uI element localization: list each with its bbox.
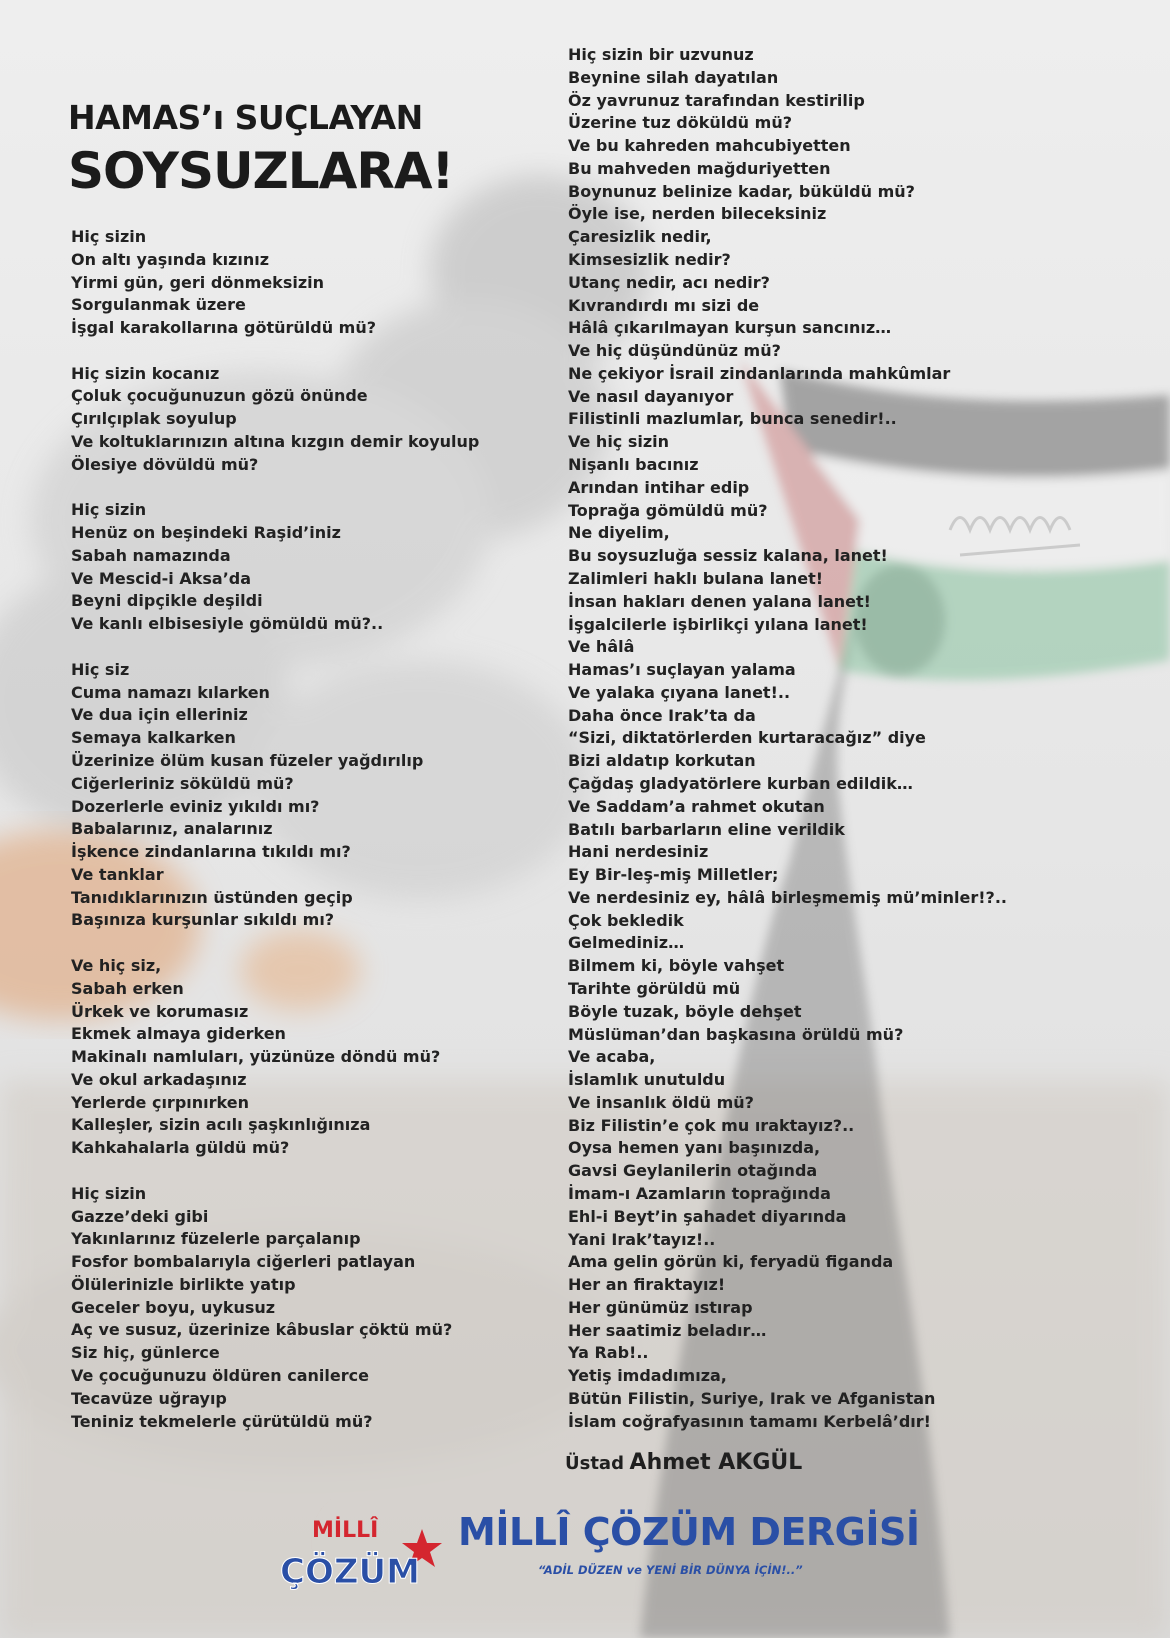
poem-line: Yirmi gün, geri dönmeksizin — [71, 272, 325, 292]
poem-line: Yani Irak’tayız!.. — [568, 1229, 716, 1249]
poem-line: İslamlık unutuldu — [568, 1070, 726, 1090]
poem-line: Başınıza kurşunlar sıkıldı mı? — [71, 910, 335, 930]
poem-line: Ve nerdesiniz ey, hâlâ birleşmemiş mü’minler!?.. — [568, 887, 1007, 907]
milli-cozum-logo — [270, 1485, 450, 1595]
poem-line: Makinalı namluları, yüzünüze döndü mü? — [71, 1047, 441, 1067]
poem-line: İnsan hakları denen yalana lanet! — [568, 591, 871, 611]
poem-line: Sabah erken — [71, 978, 184, 998]
poem-line: Fosfor bombalarıyla ciğerleri patlayan — [71, 1252, 416, 1272]
poem-line: Öyle ise, nerden bileceksiniz — [568, 204, 827, 224]
poem-line: Ve insanlık öldü mü? — [568, 1092, 754, 1112]
poem-line: Hiç sizin — [71, 500, 147, 520]
poem-line: Ve koltuklarınızın altına kızgın demir koyulup — [71, 432, 480, 452]
poem-line: Ey Bir-leş-miş Milletler; — [568, 865, 779, 885]
poem-line: Kıvrandırdı mı sizi de — [568, 295, 760, 315]
poem-line: İşgalcilerle işbirlikçi yılana lanet! — [568, 614, 868, 634]
poem-line: Henüz on beşindeki Raşid’iniz — [71, 523, 341, 543]
poem-line: Çağdaş gladyatörlere kurban edildik… — [568, 773, 913, 793]
poem-line: Hiç sizin — [71, 1183, 147, 1203]
poem-line: Hâlâ çıkarılmayan kurşun sancınız… — [568, 318, 892, 338]
poem-line: Kahkahalarla güldü mü? — [71, 1138, 290, 1158]
poem-line: Arından intihar edip — [568, 477, 750, 497]
page-title-line-1: HAMAS’ı SUÇLAYAN — [68, 98, 423, 137]
poem-line: Bu mahveden mağduriyetten — [568, 158, 831, 178]
poem-line: Ölülerinizle birlikte yatıp — [71, 1274, 296, 1294]
poem-line: Ürkek ve korumasız — [71, 1001, 249, 1021]
poem-line: “Sizi, diktatörlerden kurtaracağız” diye — [568, 728, 926, 748]
poem-line: Nişanlı bacınız — [568, 455, 699, 475]
poem-line: Hiç sizin — [71, 227, 147, 246]
poem-line: Hani nerdesiniz — [568, 842, 709, 862]
magazine-name: MİLLÎ ÇÖZÜM DERGİSİ — [458, 1510, 920, 1554]
poem-line: Dozerlerle eviniz yıkıldı mı? — [71, 796, 320, 816]
poem-line: Ekmek almaya giderken — [71, 1024, 286, 1044]
poem-line: Sabah namazında — [71, 545, 231, 565]
poem-line: Bilmem ki, böyle vahşet — [568, 956, 785, 976]
poem-line: İşgal karakollarına götürüldü mü? — [71, 318, 377, 338]
poem-line: Yakınlarınız füzelerle parçalanıp — [71, 1229, 361, 1249]
poem-line: Beyni dipçikle deşildi — [71, 591, 263, 611]
poem-line: Tanıdıklarınızın üstünden geçip — [71, 887, 353, 907]
poem-line: Müslüman’dan başkasına örüldü mü? — [568, 1024, 904, 1044]
poem-line: Daha önce Irak’ta da — [568, 705, 756, 725]
poem-line: Her saatimiz beladır… — [568, 1320, 767, 1340]
poem-line: Ve kanlı elbisesiyle gömüldü mü?.. — [71, 614, 384, 634]
poem-line: Aç ve susuz, üzerinize kâbuslar çöktü mü? — [71, 1320, 453, 1340]
poem-line: Ölesiye dövüldü mü? — [71, 454, 259, 474]
poem-line: Geceler boyu, uykusuz — [71, 1297, 276, 1317]
page-title-line-2: SOYSUZLARA! — [68, 142, 454, 200]
poem-line: Her günümüz ıstırap — [568, 1297, 753, 1317]
poem-line: Çok bekledik — [568, 910, 684, 930]
poem-line: Ama gelin görün ki, feryadü figanda — [568, 1252, 894, 1272]
poem-line: Ve Saddam’a rahmet okutan — [568, 796, 825, 816]
poem-line: Sorgulanmak üzere — [71, 295, 246, 315]
poem-line: Bizi aldatıp korkutan — [568, 751, 756, 771]
poem-line: Böyle tuzak, böyle dehşet — [568, 1001, 802, 1021]
poem-line: Gelmediniz… — [568, 933, 685, 953]
poem-line: Gavsi Geylanilerin otağında — [568, 1161, 818, 1181]
poem-line: Bütün Filistin, Suriye, Irak ve Afganistan — [568, 1389, 936, 1409]
poem-line: Zalimleri haklı bulana lanet! — [568, 568, 824, 588]
poem-line: Hiç sizin kocanız — [71, 363, 220, 383]
poem-line: Filistinli mazlumlar, bunca senedir!.. — [568, 409, 897, 429]
poem-line: Ve yalaka çıyana lanet!.. — [568, 682, 791, 702]
poem-line: Batılı barbarların eline verildik — [568, 819, 845, 839]
poem-line: On altı yaşında kızınız — [71, 249, 270, 269]
poem-line: Ve bu kahreden mahcubiyetten — [568, 136, 851, 156]
poem-line: Ve hiç düşündünüz mü? — [568, 341, 781, 361]
poem-line: Ve hiç siz, — [71, 955, 162, 975]
poem-line: İşkence zindanlarına tıkıldı mı? — [71, 842, 351, 862]
poem-line: Ciğerleriniz söküldü mü? — [71, 773, 294, 793]
poem-line: Ehl-i Beyt’in şahadet diyarında — [568, 1206, 847, 1226]
poem-line: Ve okul arkadaşınız — [71, 1069, 247, 1089]
poem-line: Ve hâlâ — [568, 637, 635, 657]
poem-line: Öz yavrunuz tarafından kestirilip — [568, 90, 865, 110]
poem-line: Çaresizlik nedir, — [568, 227, 712, 247]
poem-line: Utanç nedir, acı nedir? — [568, 272, 770, 292]
logo-text-bottom: ÇÖZÜM — [280, 1552, 420, 1592]
poem-line: Ve nasıl dayanıyor — [568, 386, 734, 406]
poem-line: Üzerinize ölüm kusan füzeler yağdırılıp — [71, 750, 424, 770]
poem-line: Teniniz tekmelerle çürütüldü mü? — [71, 1411, 373, 1431]
poem-line: Ve Mescid-i Aksa’da — [71, 568, 252, 588]
poem-line: Hiç siz — [71, 659, 130, 679]
poem-line: Oysa hemen yanı başınızda, — [568, 1138, 821, 1158]
poem-line: Ve tanklar — [71, 864, 164, 884]
poem-line: Biz Filistin’e çok mu ıraktayız?.. — [568, 1115, 855, 1135]
poem-line: Ve çocuğunuzu öldüren canilerce — [71, 1366, 369, 1385]
poem-line: Cuma namazı kılarken — [71, 682, 270, 702]
poem-line: Bu soysuzluğa sessiz kalana, lanet! — [568, 546, 888, 566]
poem-line: Kalleşler, sizin acılı şaşkınlığınıza — [71, 1115, 371, 1135]
poem-line: Tarihte görüldü mü — [568, 978, 741, 998]
author-name: Ahmet AKGÜL — [629, 1450, 803, 1475]
logo-text-top: MİLLÎ — [312, 1518, 379, 1543]
poem-line: Boynunuz belinize kadar, büküldü mü? — [568, 181, 915, 201]
poem-line: Ve acaba, — [568, 1047, 656, 1067]
poem-line: Ne çekiyor İsrail zindanlarında mahkûmlar — [568, 363, 951, 383]
magazine-slogan: “ADİL DÜZEN ve YENİ BİR DÜNYA İÇİN!..” — [538, 1563, 803, 1577]
poem-line: Toprağa gömüldü mü? — [568, 500, 768, 520]
poem-line: Babalarınız, analarınız — [71, 819, 273, 839]
poem-line: Çırılçıplak soyulup — [71, 409, 237, 429]
poem-line: Ne diyelim, — [568, 523, 670, 543]
poem-line: Kimsesizlik nedir? — [568, 250, 731, 270]
poem-line: Her an firaktayız! — [568, 1275, 726, 1295]
poem-line: İslam coğrafyasının tamamı Kerbelâ’dır! — [568, 1411, 931, 1431]
poem-line: Çoluk çocuğunuzun gözü önünde — [71, 386, 368, 406]
poem-line: Yetiş imdadımıza, — [568, 1366, 727, 1386]
poem-line: Yerlerde çırpınırken — [71, 1092, 249, 1112]
poem-line: Tecavüze uğrayıp — [71, 1388, 227, 1408]
poem-line: Siz hiç, günlerce — [71, 1343, 220, 1363]
signature-label: Üstad — [565, 1453, 624, 1474]
poem-line: Semaya kalkarken — [71, 728, 236, 748]
poem-line: Ya Rab!.. — [568, 1343, 649, 1363]
poem-line: Hamas’ı suçlayan yalama — [568, 660, 796, 680]
poem-line: Hiç sizin bir uzvunuz — [568, 45, 754, 64]
poem-line: Ve hiç sizin — [568, 432, 670, 452]
poem-line: Gazze’deki gibi — [71, 1206, 209, 1226]
poem-line: Beynine silah dayatılan — [568, 67, 779, 87]
poem-line: İmam-ı Azamların toprağında — [568, 1184, 831, 1203]
signature — [565, 1450, 802, 1475]
poem-line: Üzerine tuz döküldü mü? — [568, 113, 792, 133]
poem-line: Ve dua için elleriniz — [71, 705, 248, 725]
